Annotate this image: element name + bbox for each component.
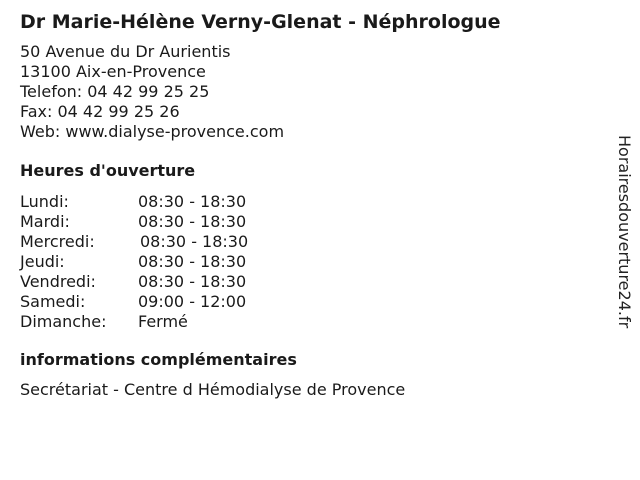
hours-row-sunday: [20, 312, 600, 332]
hours-row-saturday: [20, 292, 600, 312]
street-address: 50 Avenue du Dr Aurientis: [20, 42, 231, 61]
time-value: 08:30 - 18:30: [138, 192, 247, 211]
phone-number[interactable]: Telefon: 04 42 99 25 25: [20, 82, 210, 101]
hours-row-wednesday: [20, 232, 600, 252]
fax-number: Fax: 04 42 99 25 26: [20, 102, 180, 121]
time-value: 08:30 - 18:30: [138, 272, 247, 291]
day-label: Lundi:: [20, 192, 69, 211]
time-value: 08:30 - 18:30: [138, 252, 247, 271]
hours-row-monday: [20, 192, 600, 212]
brand-text: Horairesdouverture24.fr: [615, 135, 634, 329]
day-label: Jeudi:: [20, 252, 65, 271]
day-label: Mercredi:: [20, 232, 95, 251]
hours-row-friday: [20, 272, 600, 292]
city-address: 13100 Aix-en-Provence: [20, 62, 206, 81]
time-value: Fermé: [138, 312, 188, 331]
website-link[interactable]: Web: www.dialyse-provence.com: [20, 122, 285, 141]
time-value: 08:30 - 18:30: [138, 212, 247, 231]
time-value: 08:30 - 18:30: [140, 232, 249, 251]
hours-row-tuesday: [20, 212, 600, 232]
time-value: 09:00 - 12:00: [138, 292, 247, 311]
hours-row-thursday: [20, 252, 600, 272]
contact-block: [20, 42, 600, 142]
practice-card: [20, 9, 600, 400]
opening-hours-table: [20, 192, 600, 332]
day-label: Dimanche:: [20, 312, 107, 331]
day-label: Samedi:: [20, 292, 86, 311]
day-label: Vendredi:: [20, 272, 96, 291]
hours-heading: Heures d'ouverture: [20, 161, 196, 180]
info-heading: informations complémentaires: [20, 350, 297, 369]
day-label: Mardi:: [20, 212, 70, 231]
info-text: Secrétariat - Centre d Hémodialyse de Provence: [20, 380, 406, 399]
side-watermark: [614, 135, 634, 370]
practice-title: Dr Marie-Hélène Verny-Glenat - Néphrologue: [20, 11, 501, 33]
